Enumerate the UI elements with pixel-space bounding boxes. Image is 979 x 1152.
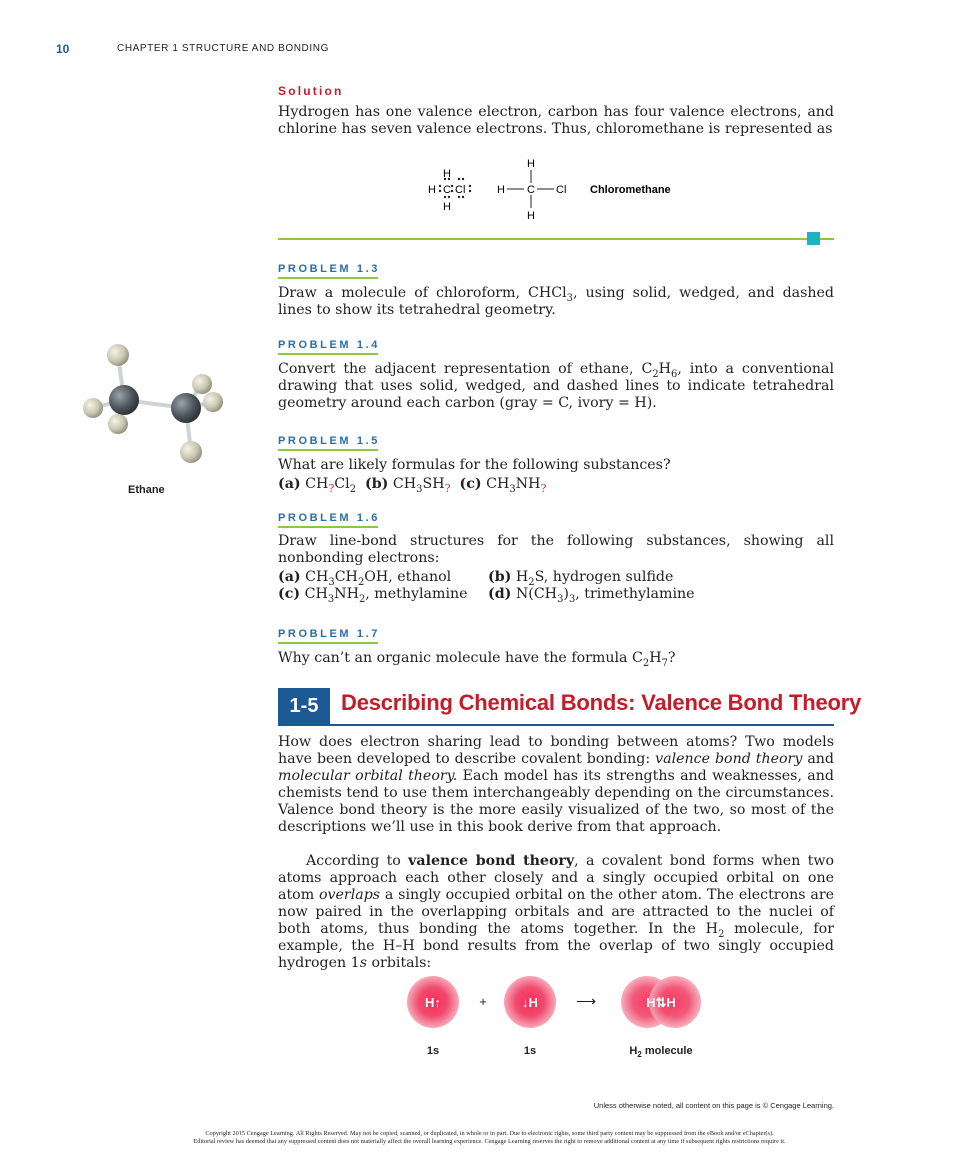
plus-sign: + [479,994,487,1009]
ethane-h-atom [203,392,223,412]
label-h2-molecule: $H_2$ molecule [629,1045,693,1059]
problem-1-6-item-b: (b) $H_2S$, hydrogen sulfide [488,569,674,588]
ethane-c-atom [109,385,139,415]
copyright-line-1: Copyright 2015 Cengage Learning. All Rights Reserved. May not be copied, scanned, or duplicated, in whole or in part. Due to electronic rights, some third party content may be suppressed from the eBook and/or eChapter(s). [205,1130,774,1137]
section-title: Describing Chemical Bonds: Valence Bond Theory [341,690,862,715]
lewis-bottom-h: H [443,201,451,213]
solution-divider [278,238,834,240]
ethane-caption: Ethane [128,484,165,496]
lewis-chlorine: Cl [455,184,466,196]
struct-h-left: H [497,184,505,196]
problem-1-6-text: Draw line-bond structures for the following substances, showing all nonbonding electrons: [278,533,834,566]
struct-h-top: H [527,158,535,170]
lewis-carbon: C [443,184,451,196]
ethane-h-atom [192,374,212,394]
h2-molecule-atoms: H⇅H [646,995,676,1010]
problem-1-6-item-a: (a) $CH_3CH_2OH$, ethanol [278,569,452,588]
ethane-h-atom [107,344,129,366]
problem-1-3-text: Draw a molecule of chloroform, CHCl$_3$, using solid, wedged, and dashed lines to show its tetrahedral geometry. [278,285,835,318]
atom-h-up: H↑ [425,995,441,1010]
section-number: 1-5 [278,688,330,724]
chloromethane-figure [420,155,720,227]
problem-1-7-heading: PROBLEM 1.7 [278,628,380,646]
page-number: 10 [56,42,70,56]
solution-heading: Solution [278,84,344,98]
problem-1-6-item-c: (c) $CH_3NH_2$, methylamine [278,586,468,605]
section-paragraph-1: How does electron sharing lead to bonding between atoms? Two models have been developed to describe covalent bonding: valence bond theory and molecular orbital theory. Each model has its strengths and weaknesses, and chemists tend to use them interchangeably depending on the circumstances. Valence bond theory is the more easily visualized of the two, so most of the descriptions we’ll use in this book derive from that approach. [278,734,834,835]
cengage-note: Unless otherwise noted, all content on this page is © Cengage Learning. [593,1101,834,1110]
divider-end-square [807,232,820,245]
reaction-arrow: ⟶ [575,993,597,1009]
problem-1-5-heading: PROBLEM 1.5 [278,435,380,453]
problem-1-7-text: Why can’t an organic molecule have the formula $C_2H_7$? [278,650,676,669]
problem-1-3-heading: PROBLEM 1.3 [278,263,380,281]
problem-1-5-items: (a) $CH_?Cl_2$ (b) $CH_3SH_?$ (c) $CH_3NH_?$ [278,476,547,495]
section-paragraph-2: According to valence bond theory, a covalent bond forms when two atoms approach each other closely and a singly occupied orbital on one atom overlaps a singly occupied orbital on the other atom. The electrons are now paired in the overlapping orbitals and are attracted to the nuclei of both atoms, thus bonding the atoms together. In the $H_2$ molecule, for example, the H–H bond results from the overlap of two singly occupied hydrogen 1s orbitals: [278,853,835,971]
ethane-h-atom [180,441,202,463]
chloromethane-label: Chloromethane [590,184,671,196]
struct-h-bottom: H [527,210,535,222]
problem-1-5-text: What are likely formulas for the following substances? [278,457,671,473]
solution-text: Hydrogen has one valence electron, carbon has four valence electrons, and chlorine has seven valence electrons. Thus, chloromethane is represented as [278,104,834,137]
label-1s-right: 1s [523,1045,537,1057]
ethane-c-atom [171,393,201,423]
struct-cl: Cl [556,184,567,196]
running-head: CHAPTER 1 STRUCTURE AND BONDING [117,43,329,54]
problem-1-6-item-d: (d) $N(CH_3)_3$, trimethylamine [488,586,695,605]
problem-1-6-heading: PROBLEM 1.6 [278,512,380,530]
lewis-top-h: H [443,168,451,180]
struct-carbon: C [527,184,535,196]
ethane-h-atom [83,398,103,418]
lewis-left-h: H [428,184,436,196]
copyright-line-2: Editorial review has deemed that any suppressed content does not materially affect the overall learning experience. Cengage Learning reserves the right to remove additional content at any time if subsequent rights restrictions require it. [193,1138,786,1145]
ethane-model-image [80,338,230,468]
problem-1-4-text: Convert the adjacent representation of ethane, $C_2H_6$, into a conventional drawing that uses solid, wedged, and dashed lines to indicate tetrahedral geometry around each carbon (gray = C, ivory = H). [278,361,834,411]
atom-h-down: ↓H [522,995,538,1010]
label-1s-left: 1s [426,1045,440,1057]
problem-1-4-heading: PROBLEM 1.4 [278,339,380,357]
h2-orbital-figure [390,972,720,1064]
section-rule [278,724,834,726]
ethane-h-atom [108,414,128,434]
